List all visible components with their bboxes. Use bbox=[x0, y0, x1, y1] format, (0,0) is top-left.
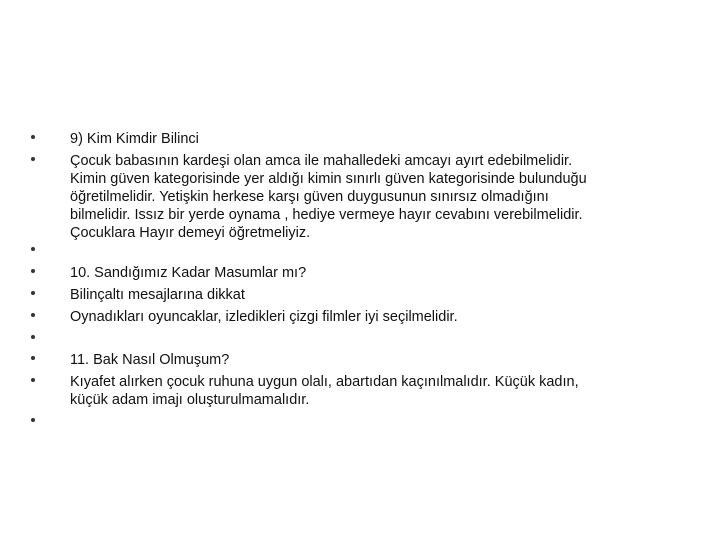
bullet-icon bbox=[31, 269, 35, 273]
item-text bbox=[70, 152, 670, 242]
text-line: Bilinçaltı mesajlarına dikkat bbox=[70, 287, 245, 303]
text-line: 9) Kim Kimdir Bilinci bbox=[70, 131, 199, 147]
text-line: 10. Sandığımız Kadar Masumlar mı? bbox=[70, 265, 307, 281]
bullet-icon bbox=[31, 378, 35, 382]
text-line: Oynadıkları oyuncaklar, izledikleri çizgi filmler iyi seçilmelidir. bbox=[70, 309, 458, 325]
text-line: öğretilmelidir. Yetişkin herkese karşı güven duygusunun sınırsız olmadığını bbox=[70, 189, 549, 205]
text-line: Kıyafet alırken çocuk ruhuna uygun olalı, abartıdan kaçınılmalıdır. Küçük kadın, bbox=[70, 374, 579, 390]
bullet-icon bbox=[31, 313, 35, 317]
text-line: 11. Bak Nasıl Olmuşum? bbox=[70, 352, 230, 368]
bullet-icon bbox=[31, 335, 35, 339]
text-line: Çocuk babasının kardeşi olan amca ile mahalledeki amcayı ayırt edebilmelidir. bbox=[70, 153, 573, 169]
bullet-icon bbox=[31, 356, 35, 360]
bullet-icon bbox=[31, 157, 35, 161]
bullet-icon bbox=[31, 135, 35, 139]
text-line: Çocuklara Hayır demeyi öğretmeliyiz. bbox=[70, 225, 311, 241]
item-text bbox=[70, 373, 670, 409]
text-line: Kimin güven kategorisinde yer aldığı kimin sınırlı güven kategorisinde bulunduğu bbox=[70, 171, 587, 187]
bullet-icon bbox=[31, 291, 35, 295]
bullet-icon bbox=[31, 247, 35, 251]
item-text bbox=[70, 308, 670, 326]
text-line: küçük adam imajı oluşturulmamalıdır. bbox=[70, 392, 310, 408]
item-text bbox=[70, 264, 670, 282]
bullet-icon bbox=[31, 418, 35, 422]
item-text bbox=[70, 286, 670, 304]
item-text bbox=[70, 351, 670, 369]
item-text bbox=[70, 130, 670, 148]
text-line: bilmelidir. Issız bir yerde oynama , hediye vermeye hayır cevabını verebilmelidir. bbox=[70, 207, 583, 223]
